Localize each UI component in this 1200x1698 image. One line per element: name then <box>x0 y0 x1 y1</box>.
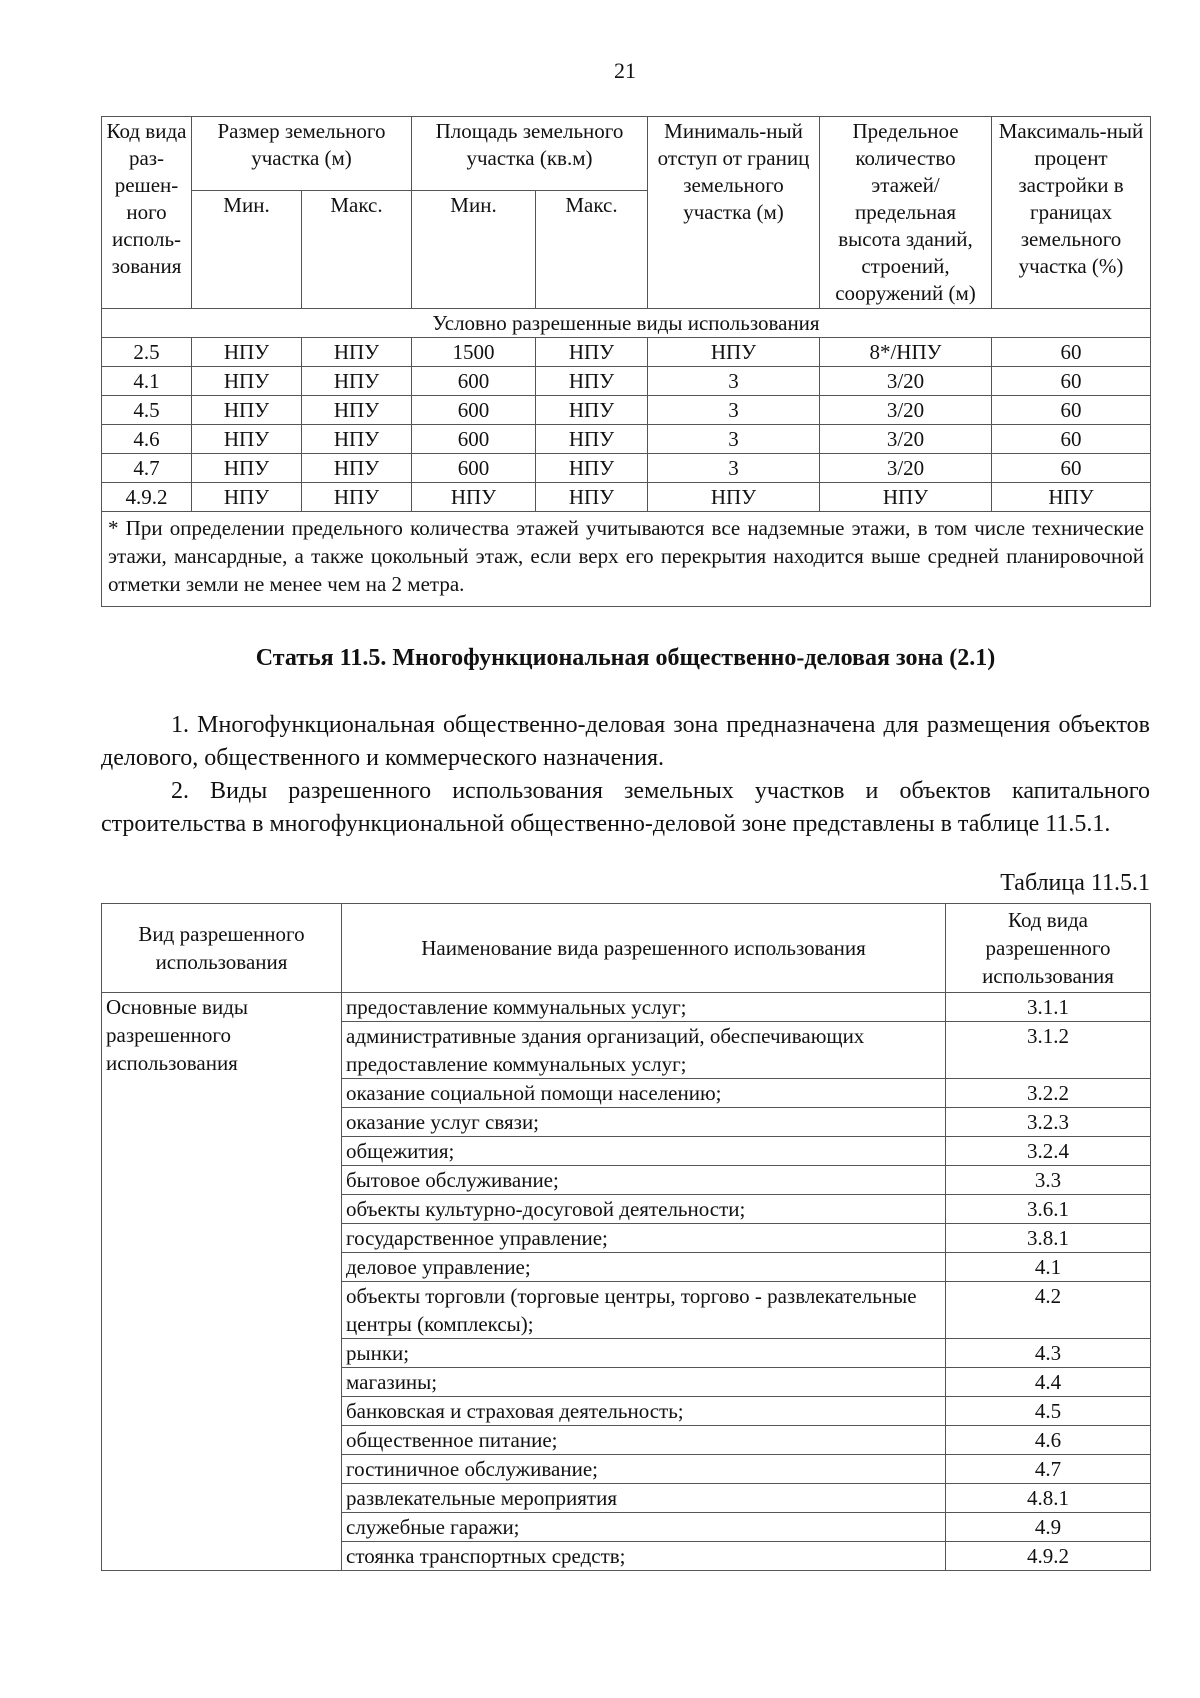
table-caption: Таблица 11.5.1 <box>1000 870 1150 896</box>
header-use-type: Вид разрешенного использования <box>102 904 342 993</box>
cell: НПУ <box>536 454 648 483</box>
use-name: оказание социальной помощи населению; <box>342 1079 946 1108</box>
cell: 8*/НПУ <box>820 338 992 367</box>
cell: 3/20 <box>820 425 992 454</box>
section-title: Условно разрешенные виды использования <box>102 309 1151 338</box>
use-name: общежития; <box>342 1137 946 1166</box>
cell: 4.7 <box>102 454 192 483</box>
cell: НПУ <box>536 338 648 367</box>
use-name: стоянка транспортных средств; <box>342 1542 946 1571</box>
use-name: государственное управление; <box>342 1224 946 1253</box>
use-code: 4.3 <box>946 1339 1151 1368</box>
use-code: 4.4 <box>946 1368 1151 1397</box>
cell: НПУ <box>302 425 412 454</box>
cell: 600 <box>412 396 536 425</box>
header-plot-size: Размер земельного участка (м) <box>192 117 412 191</box>
cell: НПУ <box>820 483 992 512</box>
cell: НПУ <box>192 425 302 454</box>
cell: 60 <box>992 367 1151 396</box>
header-size-max: Макс. <box>302 191 412 309</box>
cell: НПУ <box>192 483 302 512</box>
use-code: 3.1.2 <box>946 1022 1151 1079</box>
cell: 4.1 <box>102 367 192 396</box>
cell: 4.9.2 <box>102 483 192 512</box>
table-row <box>102 396 1151 425</box>
cell: НПУ <box>192 454 302 483</box>
cell: 3 <box>648 367 820 396</box>
use-code: 3.8.1 <box>946 1224 1151 1253</box>
use-name: гостиничное обслуживание; <box>342 1455 946 1484</box>
header-code: Код вида раз-решен-ного исполь-зования <box>102 117 192 309</box>
use-code: 4.9 <box>946 1513 1151 1542</box>
header-plot-area: Площадь земельного участка (кв.м) <box>412 117 648 191</box>
cell: 600 <box>412 367 536 396</box>
cell: НПУ <box>536 425 648 454</box>
table-row <box>102 425 1151 454</box>
use-code: 3.2.3 <box>946 1108 1151 1137</box>
header-use-name: Наименование вида разрешенного использования <box>342 904 946 993</box>
cell: НПУ <box>192 338 302 367</box>
header-area-max: Макс. <box>536 191 648 309</box>
cell: 2.5 <box>102 338 192 367</box>
use-name: предоставление коммунальных услуг; <box>342 993 946 1022</box>
header-max-percent: Максималь-ный процент застройки в границах земельного участка (%) <box>992 117 1151 309</box>
cell: 3 <box>648 454 820 483</box>
cell: НПУ <box>302 396 412 425</box>
use-name: рынки; <box>342 1339 946 1368</box>
table-footnote: * При определении предельного количества этажей учитываются все надземные этажи, в том числе технические этажи, мансардные, а также цокольный этаж, если верх его перекрытия находится выше средней планировочной отметки земли не менее чем на 2 метра. <box>102 512 1151 607</box>
cell: НПУ <box>648 483 820 512</box>
table-row <box>102 367 1151 396</box>
cell: НПУ <box>536 367 648 396</box>
use-code: 3.2.4 <box>946 1137 1151 1166</box>
table-row <box>102 454 1151 483</box>
cell: НПУ <box>192 367 302 396</box>
cell: 3/20 <box>820 367 992 396</box>
table-row <box>102 338 1151 367</box>
use-name: бытовое обслуживание; <box>342 1166 946 1195</box>
cell: НПУ <box>302 338 412 367</box>
cell: НПУ <box>302 367 412 396</box>
use-code: 4.6 <box>946 1426 1151 1455</box>
cell: НПУ <box>536 483 648 512</box>
use-code: 4.9.2 <box>946 1542 1151 1571</box>
cell: НПУ <box>192 396 302 425</box>
header-area-min: Мин. <box>412 191 536 309</box>
use-name: деловое управление; <box>342 1253 946 1282</box>
cell: 3 <box>648 396 820 425</box>
permitted-uses-table <box>101 903 1151 1571</box>
use-code: 4.1 <box>946 1253 1151 1282</box>
use-name: общественное питание; <box>342 1426 946 1455</box>
article-title: Статья 11.5. Многофункциональная общественно-деловая зона (2.1) <box>255 645 996 671</box>
use-name: банковская и страховая деятельность; <box>342 1397 946 1426</box>
zoning-parameters-table <box>101 116 1151 607</box>
use-code: 3.6.1 <box>946 1195 1151 1224</box>
cell: НПУ <box>302 454 412 483</box>
use-name: объекты культурно-досуговой деятельности; <box>342 1195 946 1224</box>
use-name: развлекательные мероприятия <box>342 1484 946 1513</box>
cell: НПУ <box>536 396 648 425</box>
paragraph-1: 1. Многофункциональная общественно-деловая зона предназначена для размещения объектов делового, общественного и коммерческого назначения. <box>101 712 1150 771</box>
use-name: служебные гаражи; <box>342 1513 946 1542</box>
cell: 600 <box>412 425 536 454</box>
table-row <box>102 993 1151 1022</box>
use-code: 3.3 <box>946 1166 1151 1195</box>
cell: НПУ <box>992 483 1151 512</box>
header-max-floors: Предельное количество этажей/ предельная высота зданий, строений, сооружений (м) <box>820 117 992 309</box>
use-name: оказание услуг связи; <box>342 1108 946 1137</box>
cell: 600 <box>412 454 536 483</box>
cell: НПУ <box>648 338 820 367</box>
cell: 60 <box>992 396 1151 425</box>
cell: 3/20 <box>820 454 992 483</box>
cell: 4.6 <box>102 425 192 454</box>
cell: 60 <box>992 425 1151 454</box>
cell: НПУ <box>412 483 536 512</box>
cell: 60 <box>992 338 1151 367</box>
header-use-code: Код вида разрешенного использования <box>946 904 1151 993</box>
use-code: 3.1.1 <box>946 993 1151 1022</box>
use-code: 4.7 <box>946 1455 1151 1484</box>
use-code: 3.2.2 <box>946 1079 1151 1108</box>
cell: НПУ <box>302 483 412 512</box>
use-name: магазины; <box>342 1368 946 1397</box>
cell: 1500 <box>412 338 536 367</box>
use-code: 4.2 <box>946 1282 1151 1339</box>
use-name: административные здания организаций, обеспечивающих предоставление коммунальных услуг; <box>342 1022 946 1079</box>
page-number: 21 <box>614 58 636 83</box>
use-code: 4.5 <box>946 1397 1151 1426</box>
header-size-min: Мин. <box>192 191 302 309</box>
cell: 4.5 <box>102 396 192 425</box>
table-row <box>102 483 1151 512</box>
use-name: объекты торговли (торговые центры, торгово - развлекательные центры (комплексы); <box>342 1282 946 1339</box>
cell: 3 <box>648 425 820 454</box>
cell: 60 <box>992 454 1151 483</box>
paragraph-2: 2. Виды разрешенного использования земельных участков и объектов капитального строительства в многофункциональной общественно-деловой зоне представлены в таблице 11.5.1. <box>101 778 1150 837</box>
header-min-setback: Минималь-ный отступ от границ земельного участка (м) <box>648 117 820 309</box>
use-code: 4.8.1 <box>946 1484 1151 1513</box>
group-label: Основные виды разрешенного использования <box>102 993 342 1571</box>
cell: 3/20 <box>820 396 992 425</box>
